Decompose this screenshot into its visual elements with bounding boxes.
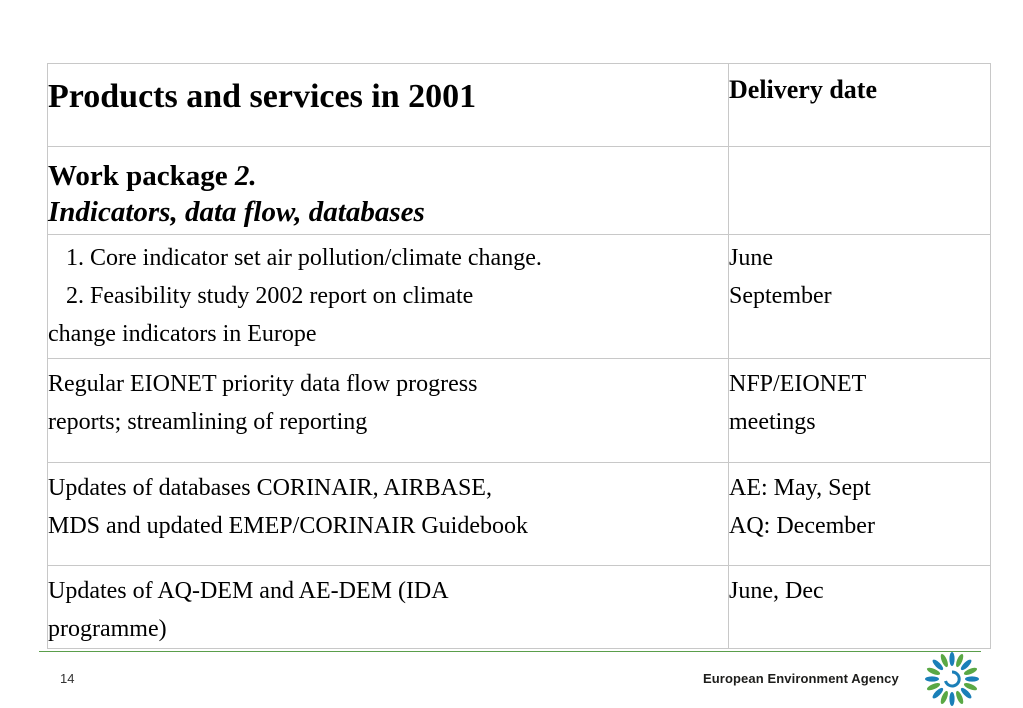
- product-line: 2. Feasibility study 2002 report on climate: [66, 283, 474, 309]
- delivery-line: AQ: December: [729, 513, 875, 539]
- delivery-line: meetings: [729, 409, 816, 435]
- delivery-date-heading: Delivery date: [729, 75, 878, 104]
- header-date-cell: [729, 64, 991, 147]
- logo-petal: [925, 676, 939, 681]
- logo-petal: [949, 652, 954, 666]
- delivery-line: NFP/EIONET: [729, 371, 867, 397]
- work-package-date-cell: [729, 147, 991, 235]
- table-row: [48, 566, 991, 649]
- eea-logo-icon: [923, 650, 981, 708]
- work-package-cell: [48, 147, 729, 235]
- work-package-title: [48, 147, 728, 194]
- product-line: MDS and updated EMEP/CORINAIR Guidebook: [48, 513, 528, 539]
- product-line: reports; streamlining of reporting: [48, 409, 368, 435]
- product-line: 1. Core indicator set air pollution/climate change.: [66, 245, 542, 271]
- product-line: change indicators in Europe: [48, 321, 317, 347]
- work-package-label: Work package: [48, 160, 228, 192]
- table-header-row: [48, 64, 991, 147]
- work-package-number: 2.: [234, 160, 257, 192]
- product-cell: [48, 359, 729, 463]
- table-title: Products and services in 2001: [48, 78, 477, 115]
- table-row: [48, 359, 991, 463]
- delivery-cell: [729, 566, 991, 649]
- page-number: 14: [60, 671, 75, 686]
- product-line: Updates of AQ-DEM and AE-DEM (IDA: [48, 578, 449, 604]
- work-package-row: [48, 147, 991, 235]
- delivery-cell: [729, 235, 991, 359]
- footer-divider: [39, 651, 981, 652]
- product-cell: [48, 235, 729, 359]
- delivery-line: June, Dec: [729, 578, 824, 604]
- product-line: Regular EIONET priority data flow progress: [48, 371, 478, 397]
- products-table: [47, 63, 991, 649]
- delivery-line: June: [729, 245, 773, 271]
- logo-petal: [949, 692, 954, 706]
- table-row: [48, 463, 991, 566]
- header-title-cell: [48, 64, 729, 147]
- delivery-line: AE: May, Sept: [729, 475, 871, 501]
- logo-petal: [965, 676, 979, 681]
- agency-name: European Environment Agency: [703, 671, 899, 686]
- delivery-cell: [729, 463, 991, 566]
- product-line: Updates of databases CORINAIR, AIRBASE,: [48, 475, 492, 501]
- product-cell: [48, 566, 729, 649]
- work-package-subtitle: Indicators, data flow, databases: [48, 196, 425, 228]
- product-line: programme): [48, 616, 167, 642]
- product-cell: [48, 463, 729, 566]
- table-row: [48, 235, 991, 359]
- delivery-cell: [729, 359, 991, 463]
- delivery-line: September: [729, 283, 832, 309]
